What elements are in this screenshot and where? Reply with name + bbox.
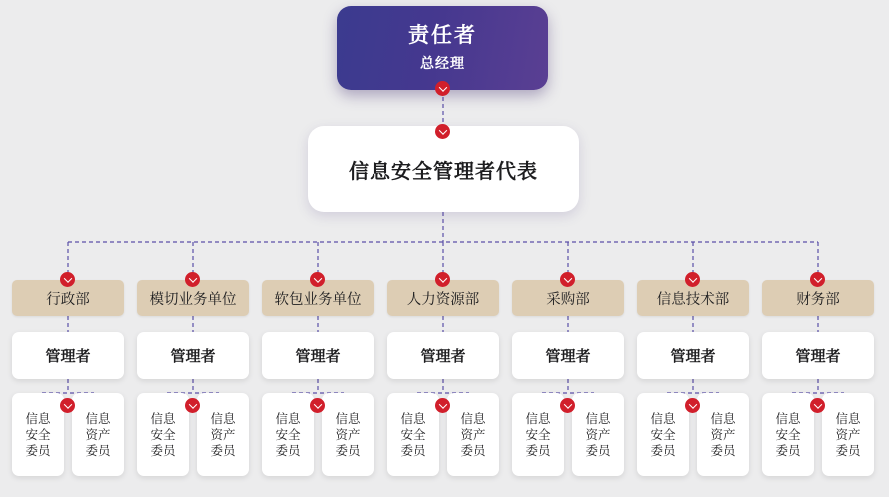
manager-box[interactable]: 管理者 <box>262 332 374 379</box>
leaf-line-2: 安全 <box>400 427 426 442</box>
column-admin <box>12 280 124 476</box>
leaf-line-2: 资产 <box>835 427 861 442</box>
column-it <box>637 280 749 476</box>
committee-security-box[interactable] <box>262 393 314 476</box>
node-responsible-position: 总经理 <box>420 54 465 71</box>
manager-box[interactable]: 管理者 <box>12 332 124 379</box>
chevron-down-icon[interactable] <box>185 398 200 413</box>
column-die-cutting <box>137 280 249 476</box>
leaf-line-2: 安全 <box>275 427 301 442</box>
leaf-line-1: 信息 <box>835 411 861 426</box>
leaf-line-3: 委员 <box>835 443 861 458</box>
chevron-down-icon[interactable] <box>810 272 825 287</box>
department-box[interactable]: 财务部 <box>762 280 874 316</box>
committee-security-box[interactable] <box>12 393 64 476</box>
department-box[interactable]: 软包业务单位 <box>262 280 374 316</box>
chevron-down-icon[interactable] <box>685 272 700 287</box>
leaf-line-1: 信息 <box>85 411 111 426</box>
leaf-line-3: 委员 <box>710 443 736 458</box>
department-box[interactable]: 模切业务单位 <box>137 280 249 316</box>
leaf-line-1: 信息 <box>460 411 486 426</box>
leaf-line-1: 信息 <box>275 411 301 426</box>
committee-security-box[interactable] <box>637 393 689 476</box>
manager-box[interactable]: 管理者 <box>137 332 249 379</box>
department-box[interactable]: 人力资源部 <box>387 280 499 316</box>
committee-security-box[interactable] <box>387 393 439 476</box>
leaf-line-3: 委员 <box>650 443 676 458</box>
leaf-line-2: 资产 <box>335 427 361 442</box>
chevron-down-icon[interactable] <box>60 398 75 413</box>
chevron-down-icon[interactable] <box>435 398 450 413</box>
chevron-down-icon[interactable] <box>310 398 325 413</box>
chevron-down-icon[interactable] <box>435 124 450 139</box>
manager-box[interactable]: 管理者 <box>762 332 874 379</box>
department-box[interactable]: 信息技术部 <box>637 280 749 316</box>
leaf-line-3: 委员 <box>275 443 301 458</box>
leaf-line-1: 信息 <box>650 411 676 426</box>
leaf-line-2: 资产 <box>460 427 486 442</box>
manager-box[interactable]: 管理者 <box>387 332 499 379</box>
committee-security-box[interactable] <box>512 393 564 476</box>
node-representative-label: 信息安全管理者代表 <box>349 160 538 183</box>
leaf-line-1: 信息 <box>335 411 361 426</box>
leaf-line-1: 信息 <box>775 411 801 426</box>
leaf-line-3: 委员 <box>775 443 801 458</box>
leaf-line-3: 委员 <box>335 443 361 458</box>
manager-box[interactable]: 管理者 <box>637 332 749 379</box>
node-responsible-person[interactable] <box>337 6 548 90</box>
leaf-line-2: 安全 <box>650 427 676 442</box>
committee-asset-box[interactable] <box>322 393 374 476</box>
leaf-line-3: 委员 <box>460 443 486 458</box>
committee-asset-box[interactable] <box>697 393 749 476</box>
chevron-down-icon[interactable] <box>310 272 325 287</box>
committee-asset-box[interactable] <box>72 393 124 476</box>
leaf-line-2: 资产 <box>210 427 236 442</box>
leaf-line-2: 安全 <box>775 427 801 442</box>
column-finance <box>762 280 874 476</box>
column-purchasing <box>512 280 624 476</box>
leaf-line-1: 信息 <box>210 411 236 426</box>
chevron-down-icon[interactable] <box>60 272 75 287</box>
chevron-down-icon[interactable] <box>560 398 575 413</box>
committee-security-box[interactable] <box>762 393 814 476</box>
leaf-line-2: 安全 <box>25 427 51 442</box>
leaf-line-3: 委员 <box>210 443 236 458</box>
committee-asset-box[interactable] <box>447 393 499 476</box>
chevron-down-icon[interactable] <box>435 272 450 287</box>
leaf-line-2: 资产 <box>585 427 611 442</box>
leaf-line-1: 信息 <box>25 411 51 426</box>
leaf-line-1: 信息 <box>525 411 551 426</box>
leaf-line-3: 委员 <box>85 443 111 458</box>
chevron-down-icon[interactable] <box>560 272 575 287</box>
node-responsible-role: 责任者 <box>408 24 477 48</box>
manager-box[interactable]: 管理者 <box>512 332 624 379</box>
committee-asset-box[interactable] <box>822 393 874 476</box>
leaf-line-1: 信息 <box>585 411 611 426</box>
chevron-down-icon[interactable] <box>685 398 700 413</box>
chevron-down-icon[interactable] <box>185 272 200 287</box>
leaf-line-2: 资产 <box>710 427 736 442</box>
department-box[interactable]: 采购部 <box>512 280 624 316</box>
leaf-line-3: 委员 <box>25 443 51 458</box>
leaf-line-3: 委员 <box>585 443 611 458</box>
committee-asset-box[interactable] <box>197 393 249 476</box>
committee-security-box[interactable] <box>137 393 189 476</box>
leaf-line-3: 委员 <box>400 443 426 458</box>
chevron-down-icon[interactable] <box>810 398 825 413</box>
leaf-line-2: 安全 <box>150 427 176 442</box>
chevron-down-icon[interactable] <box>435 81 450 96</box>
department-box[interactable]: 行政部 <box>12 280 124 316</box>
leaf-line-3: 委员 <box>525 443 551 458</box>
leaf-line-2: 安全 <box>525 427 551 442</box>
leaf-line-2: 资产 <box>85 427 111 442</box>
leaf-line-1: 信息 <box>400 411 426 426</box>
leaf-line-1: 信息 <box>710 411 736 426</box>
column-soft-package <box>262 280 374 476</box>
leaf-line-1: 信息 <box>150 411 176 426</box>
committee-asset-box[interactable] <box>572 393 624 476</box>
leaf-line-3: 委员 <box>150 443 176 458</box>
column-human-resources <box>387 280 499 476</box>
